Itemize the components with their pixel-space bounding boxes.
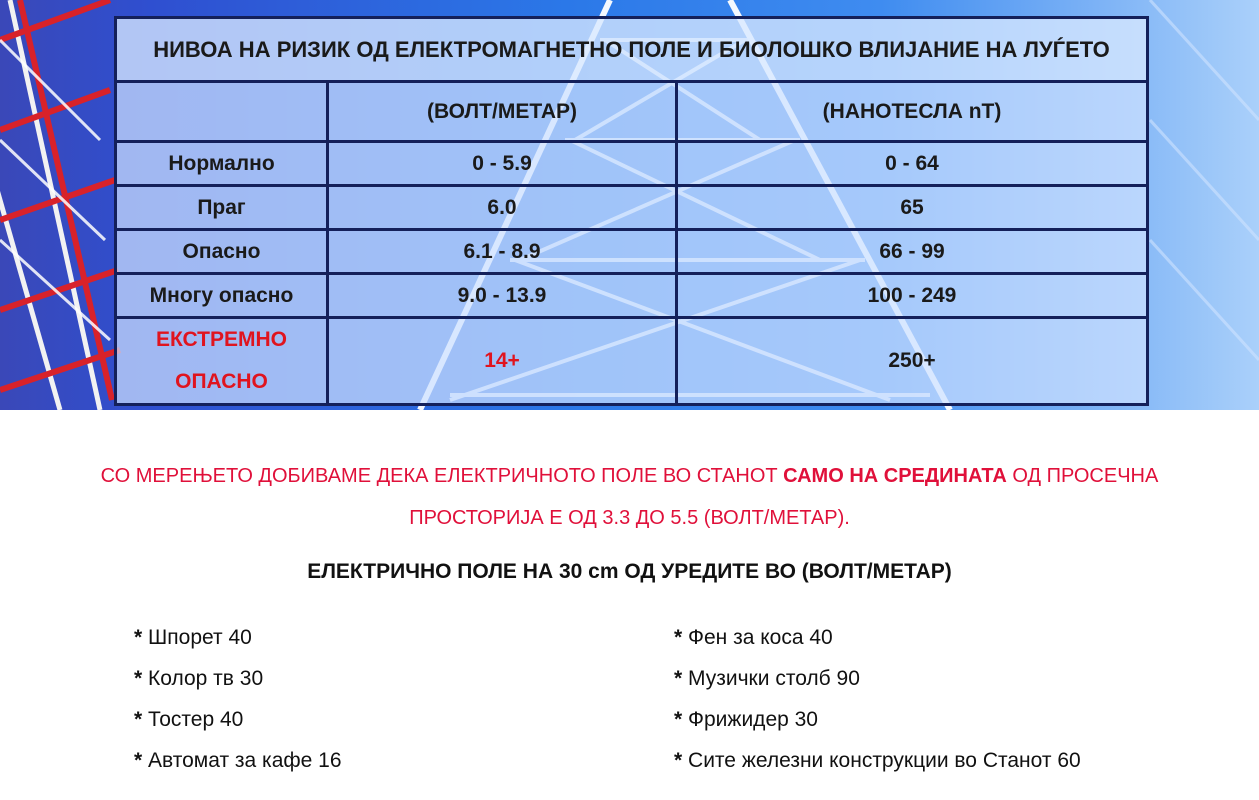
bullet: * — [134, 749, 143, 772]
list-item — [134, 661, 342, 702]
right-device-list — [674, 620, 1081, 784]
row-label: Праг — [116, 186, 328, 230]
list-item-text: Музички столб 90 — [688, 667, 860, 690]
volt-value: 6.1 - 8.9 — [328, 230, 677, 274]
note-emphasis: САМО НА СРЕДИНАТА — [783, 465, 1007, 487]
nanotesla-value: 100 - 249 — [677, 274, 1148, 318]
list-item-text: Фен за коса 40 — [688, 626, 833, 649]
bullet: * — [674, 749, 683, 772]
table-row-extreme — [116, 318, 1148, 405]
table-row — [116, 230, 1148, 274]
table-row — [116, 186, 1148, 230]
list-item — [674, 743, 1081, 784]
list-item — [674, 620, 1081, 661]
list-item-text: Колор тв 30 — [148, 667, 264, 690]
row-label: Опасно — [116, 230, 328, 274]
row-label: Нормално — [116, 142, 328, 186]
left-device-list — [134, 620, 342, 784]
bullet: * — [134, 667, 143, 690]
nanotesla-value: 0 - 64 — [677, 142, 1148, 186]
volt-column-header: (ВОЛТ/МЕТАР) — [328, 82, 677, 142]
nanotesla-column-header: (НАНОТЕСЛА nT) — [677, 82, 1148, 142]
volt-value: 9.0 - 13.9 — [328, 274, 677, 318]
nanotesla-value-extreme: 250+ — [677, 318, 1148, 405]
extreme-label-line2: ОПАСНО — [175, 370, 268, 393]
bullet: * — [134, 708, 143, 731]
note-line2: ПРОСТОРИЈА Е ОД 3.3 ДО 5.5 (ВОЛТ/МЕТАР). — [409, 507, 850, 529]
risk-levels-table — [114, 16, 1149, 406]
table-row — [116, 142, 1148, 186]
row-label-extreme — [116, 318, 328, 405]
table-title: НИВОА НА РИЗИК ОД ЕЛЕКТРОМАГНЕТНО ПОЛЕ И БИОЛОШКО ВЛИЈАНИЕ НА ЛУЃЕТО — [116, 18, 1148, 82]
list-item — [134, 743, 342, 784]
volt-value: 0 - 5.9 — [328, 142, 677, 186]
measurement-note — [0, 455, 1259, 539]
devices-heading: ЕЛЕКТРИЧНО ПОЛЕ НА 30 cm ОД УРЕДИТЕ ВО (ВОЛТ/МЕТАР) — [307, 560, 952, 583]
nanotesla-value: 66 - 99 — [677, 230, 1148, 274]
list-item-text: Шпорет 40 — [148, 626, 252, 649]
table-header-row — [116, 82, 1148, 142]
risk-table-container — [114, 16, 1146, 393]
note-part1: СО МЕРЕЊЕТО ДОБИВАМЕ ДЕКА ЕЛЕКТРИЧНОТО ПОЛЕ ВО СТАНОТ — [100, 465, 784, 487]
empty-header-cell — [116, 82, 328, 142]
list-item — [134, 702, 342, 743]
bullet: * — [674, 708, 683, 731]
extreme-label-line1: ЕКСТРЕМНО — [155, 328, 288, 351]
list-item — [674, 702, 1081, 743]
table-row — [116, 274, 1148, 318]
bullet: * — [134, 626, 143, 649]
list-item — [134, 620, 342, 661]
list-item-text: Тостер 40 — [148, 708, 244, 731]
note-line1 — [0, 455, 1259, 497]
bullet: * — [674, 626, 683, 649]
bullet: * — [674, 667, 683, 690]
table-title-row — [116, 18, 1148, 82]
list-item-text: Автомат за кафе 16 — [148, 749, 342, 772]
volt-value-extreme: 14+ — [328, 318, 677, 405]
list-item — [674, 661, 1081, 702]
volt-value: 6.0 — [328, 186, 677, 230]
list-item-text: Фрижидер 30 — [688, 708, 818, 731]
nanotesla-value: 65 — [677, 186, 1148, 230]
note-part2: ОД ПРОСЕЧНА — [1006, 465, 1159, 487]
list-item-text: Сите железни конструкции во Станот 60 — [688, 749, 1081, 772]
row-label: Многу опасно — [116, 274, 328, 318]
